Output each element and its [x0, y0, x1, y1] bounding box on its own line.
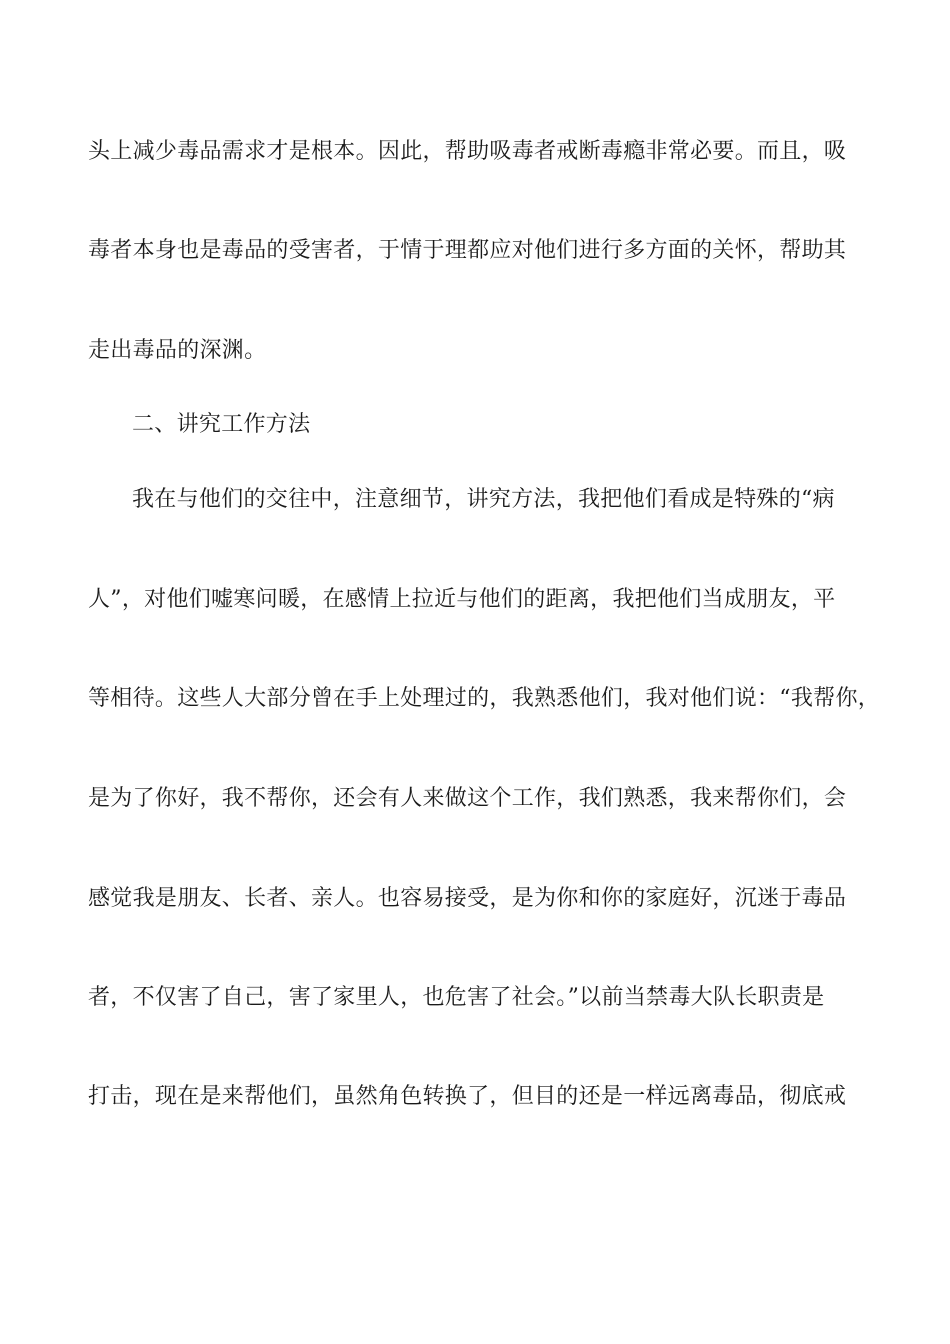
- paragraph-line: 人”，对他们嘘寒问暖，在感情上拉近与他们的距离，我把他们当成朋友，平: [88, 587, 836, 612]
- paragraph-line: 头上减少毒品需求才是根本。因此，帮助吸毒者戒断毒瘾非常必要。而且，吸: [88, 139, 847, 164]
- paragraph-line: 是为了你好，我不帮你，还会有人来做这个工作，我们熟悉，我来帮你们，会: [88, 786, 847, 811]
- paragraph-line: 等相待。这些人大部分曾在手上处理过的，我熟悉他们，我对他们说：“我帮你，: [88, 686, 881, 711]
- paragraph-line: 打击，现在是来帮他们，虽然角色转换了，但目的还是一样远离毒品，彻底戒: [88, 1084, 847, 1109]
- paragraph-line: 走出毒品的深渊。: [88, 338, 267, 363]
- paragraph-line: 我在与他们的交往中，注意细节，讲究方法，我把他们看成是特殊的“病: [132, 487, 835, 512]
- paragraph-line: 毒者本身也是毒品的受害者，于情于理都应对他们进行多方面的关怀，帮助其: [88, 238, 847, 263]
- paragraph-line: 者，不仅害了自己，害了家里人，也危害了社会。”以前当禁毒大队长职责是: [88, 985, 825, 1010]
- section-heading: 二、讲究工作方法: [132, 412, 311, 437]
- paragraph-line: 感觉我是朋友、长者、亲人。也容易接受，是为你和你的家庭好，沉迷于毒品: [88, 886, 847, 911]
